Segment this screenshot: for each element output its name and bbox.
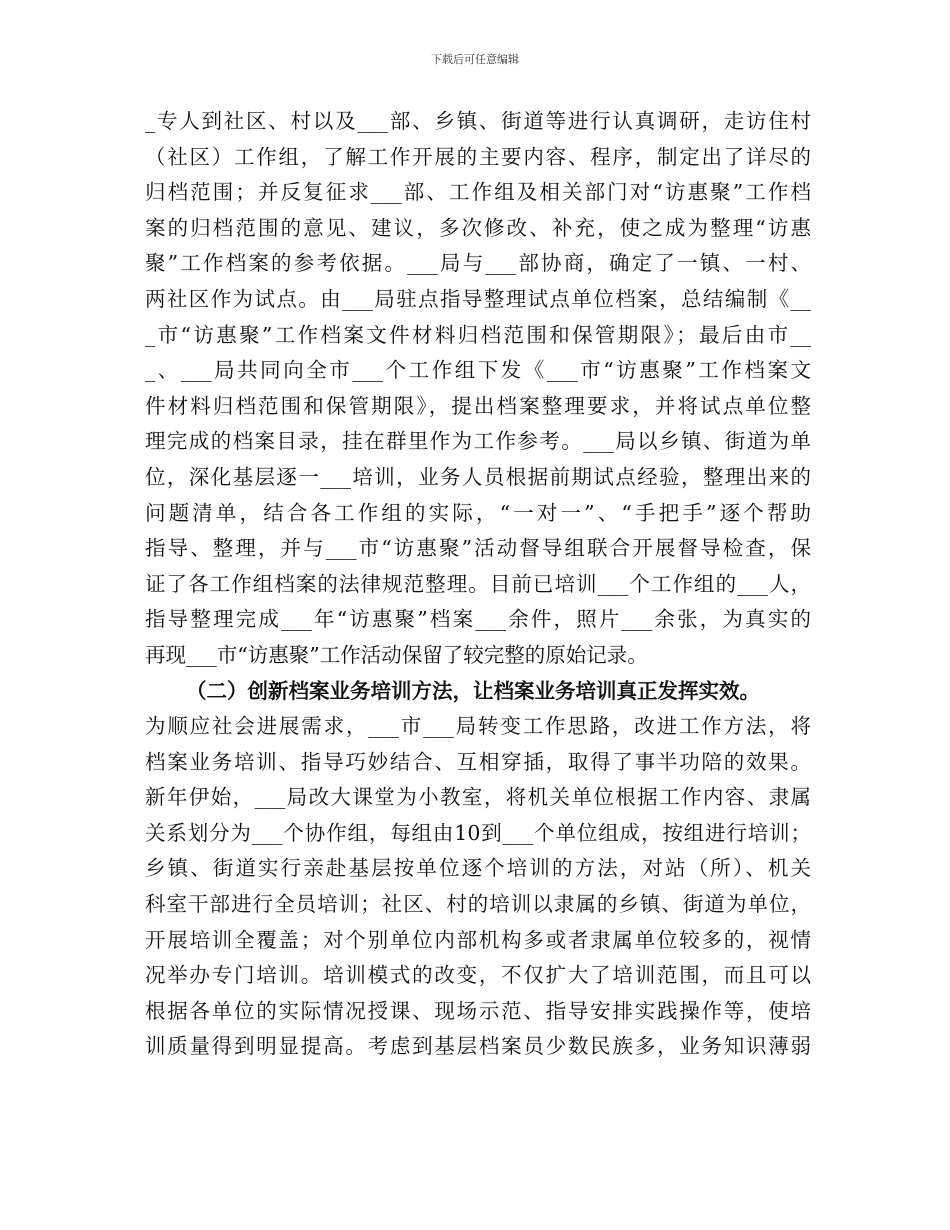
text-line: 训质量得到明显提高。考虑到基层档案员少数民族多，业务知识薄弱: [145, 1034, 811, 1059]
text-line: 案的归档范围的意见、建议，多次修改、补充，使之成为整理“访惠: [145, 215, 811, 240]
text-line: 关系划分为___个协作组，每组由10到___个单位组成，按组进行培训；: [145, 820, 811, 845]
text-line: 归档范围；并反复征求___部、工作组及相关部门对“访惠聚”工作档: [145, 180, 811, 205]
text-line: _、___局共同向全市___个工作组下发《___市“访惠聚”工作档案文: [145, 358, 811, 383]
text-line: _专人到社区、村以及___部、乡镇、街道等进行认真调研，走访住村: [145, 109, 811, 133]
text-line: 再现___市“访惠聚”工作活动保留了较完整的原始记录。: [145, 642, 648, 667]
text-line: （社区）工作组，了解工作开展的主要内容、程序，制定出了详尽的: [145, 144, 811, 169]
text-line: _市“访惠聚”工作档案文件材料归档范围和保管期限》；最后由市__: [145, 322, 811, 347]
text-line: 乡镇、街道实行亲赴基层按单位逐个培训的方法，对站（所）、机关: [145, 856, 811, 881]
text-line: 证了各工作组档案的法律规范整理。目前已培训___个工作组的___人，: [145, 571, 811, 596]
text-line: 为顺应社会进展需求，___市___局转变工作思路，改进工作方法，将: [145, 714, 811, 739]
text-line: 指导、整理，并与___市“访惠聚”活动督导组联合开展督导检查，保: [145, 536, 811, 561]
text-line: 况举办专门培训。培训模式的改变，不仅扩大了培训范围，而且可以: [145, 963, 811, 988]
text-line: 新年伊始，___局改大课堂为小教室，将机关单位根据工作内容、隶属: [145, 785, 811, 810]
paragraph-archiving-scope: [145, 104, 811, 674]
text-line: 理完成的档案目录，挂在群里作为工作参考。___局以乡镇、街道为单: [145, 429, 811, 454]
text-line: 两社区作为试点。由___局驻点指导整理试点单位档案，总结编制《__: [145, 286, 811, 311]
text-line: 问题清单，结合各工作组的实际，“一对一”、“手把手”逐个帮助: [145, 500, 811, 525]
text-line: 科室干部进行全员培训；社区、村的培训以隶属的乡镇、街道为单位，: [145, 892, 811, 917]
text-line: 指导整理完成___年“访惠聚”档案___余件，照片___余张，为真实的: [145, 607, 811, 632]
section-heading: （二）创新档案业务培训方法，让档案业务培训真正发挥实效。: [186, 678, 760, 703]
text-line: 根据各单位的实际情况授课、现场示范、指导安排实践操作等，使培: [145, 998, 811, 1023]
text-line: 档案业务培训、指导巧妙结合、互相穿插，取得了事半功陪的效果。: [145, 749, 811, 774]
document-body: [145, 104, 811, 1065]
text-line: 开展培训全覆盖；对个别单位内部机构多或者隶属单位较多的，视情: [145, 927, 811, 952]
text-line: 件材料归档范围和保管期限》，提出档案整理要求，并将试点单位整: [145, 393, 811, 418]
page-header-caption: 下载后可任意编辑: [431, 53, 519, 66]
section-training-methods: [145, 674, 811, 1066]
text-line: 聚”工作档案的参考依据。___局与___部协商，确定了一镇、一村、: [145, 251, 811, 276]
text-line: 位，深化基层逐一___培训，业务人员根据前期试点经验，整理出来的: [145, 464, 811, 489]
